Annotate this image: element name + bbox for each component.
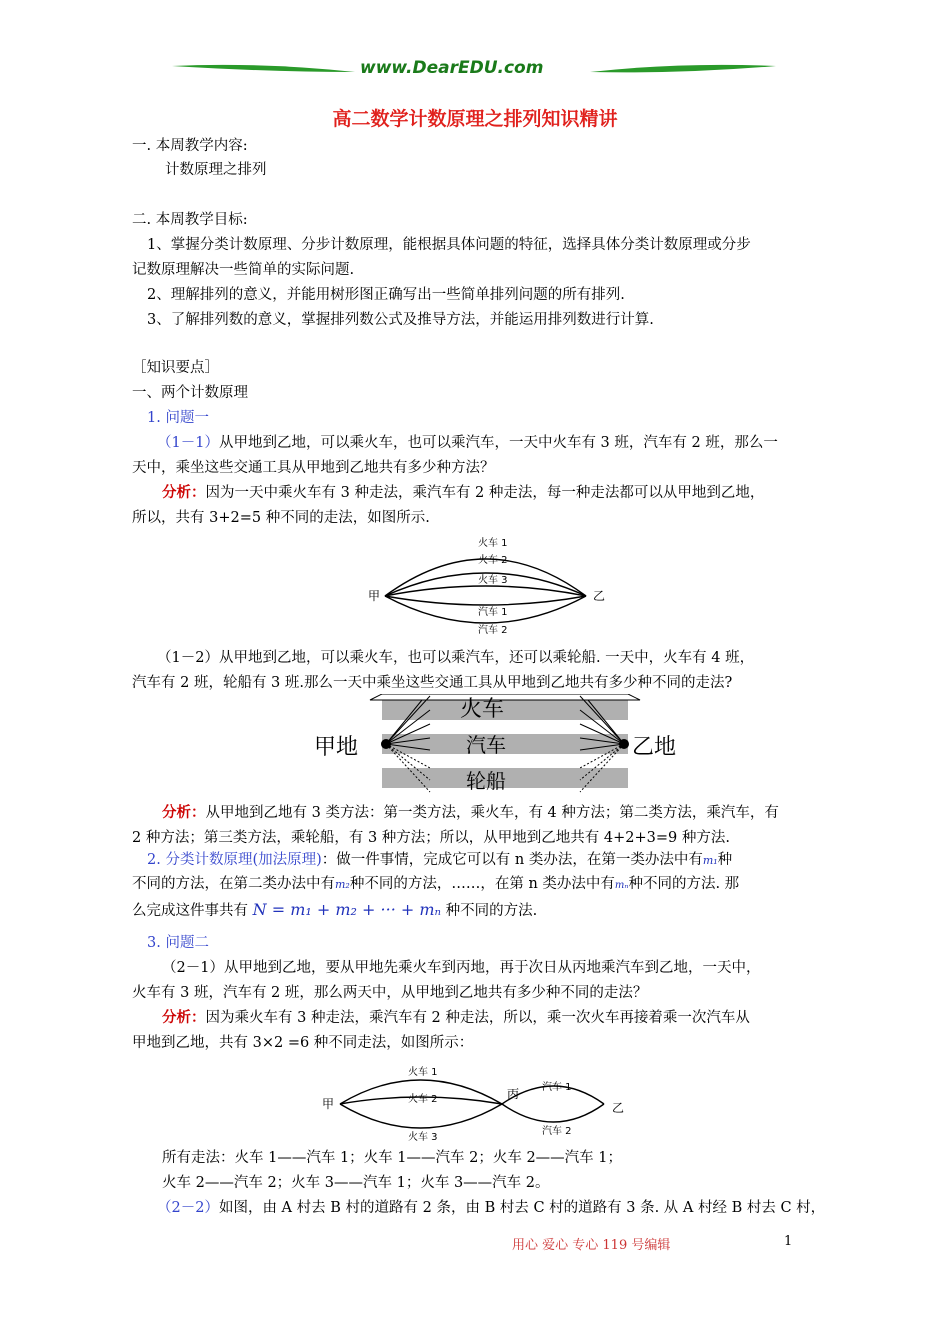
fig1-end: 乙 xyxy=(593,589,606,603)
footer-note: 用心 爱心 专心 119 号编辑 xyxy=(512,1238,671,1253)
a21-line-2: 甲地到乙地，共有 3×2 =6 种不同走法，如图所示： xyxy=(132,1035,474,1051)
a11-text: 因为一天中乘火车有 3 种走法，乘汽车有 2 种走法，每一种走法都可以从甲地到乙地， xyxy=(205,485,765,501)
a11-line-1 xyxy=(162,483,764,503)
ways-line-1: 所有走法：火车 1——汽车 1；火车 1——汽车 2；火车 2——汽车 1； xyxy=(162,1150,623,1166)
figure-2-bands xyxy=(310,694,690,798)
q21-line-2: 火车有 3 班，汽车有 2 班，那么两天中，从甲地到乙地共有多少种不同的走法？ xyxy=(132,985,648,1001)
fig2-band-bus-label: 汽车 xyxy=(466,733,506,757)
fig3-label-bus2: 汽车 2 xyxy=(542,1126,572,1137)
problem-2-label: 3. 问题二 xyxy=(147,935,209,951)
a11-line-2: 所以，共有 3+2=5 种不同的走法，如图所示. xyxy=(132,510,430,526)
fig1-start: 甲 xyxy=(368,589,381,603)
fig3-bus-2 xyxy=(502,1104,604,1122)
right-green-swoosh xyxy=(590,65,776,73)
a21-line-1: 分析：因为乘火车有 3 种走法，乘汽车有 2 种走法，所以，乘一次火车再接着乘一次汽车从 xyxy=(162,1009,750,1026)
goal-3: 3、了解排列数的意义，掌握排列数公式及推导方法，并能运用排列数进行计算. xyxy=(147,312,654,328)
fig1-route-4 xyxy=(385,596,586,605)
fig2-end: 乙地 xyxy=(632,735,677,760)
fig1-label-train3: 火车 3 xyxy=(478,575,508,586)
addition-formula: N = m₁ + m₂ + ··· + mₙ xyxy=(252,900,442,919)
principle-2-line-3: 么完成这件事共有 N = m₁ + m₂ + ··· + mₙ 种不同的方法. xyxy=(132,900,538,919)
fig2-band-ship-label: 轮船 xyxy=(466,769,506,793)
fig1-label-train1: 火车 1 xyxy=(478,538,508,549)
principle-2-label: 2. 分类计数原理(加法原理) xyxy=(147,852,322,868)
ways-line-2: 火车 2——汽车 2；火车 3——汽车 1；火车 3——汽车 2。 xyxy=(162,1175,550,1191)
analysis-label-2: 分析： xyxy=(162,804,206,821)
fig3-start: 甲 xyxy=(322,1097,335,1111)
q11-text: 从甲地到乙地，可以乘火车，也可以乘汽车，一天中火车有 3 班，汽车有 2 班，那么一 xyxy=(218,435,778,451)
q12-line-2: 汽车有 2 班，轮船有 3 班.那么一天中乘坐这些交通工具从甲地到乙地共有多少种不同的走法? xyxy=(132,675,733,691)
principle-2-line-2: 不同的方法，在第二类办法中有m₂种不同的方法，……，在第 n 类办法中有mₙ种不同的方法. 那 xyxy=(132,876,740,892)
section-1-heading: 一. 本周教学内容: xyxy=(132,138,248,154)
q22-tag: （2－2） xyxy=(157,1200,219,1216)
figure-1-routes xyxy=(360,532,620,642)
q22-line-1: （2－2）如图，由 A 村去 B 村的道路有 2 条，由 B 村去 C 村的道路有 3 条. 从 A 村经 B 村去 C 村， xyxy=(157,1200,826,1216)
section-1-content: 计数原理之排列 xyxy=(165,162,267,178)
fig3-label-train2: 火车 2 xyxy=(408,1094,438,1105)
problem-1-label: 1. 问题一 xyxy=(147,410,209,426)
fig3-mid: 丙 xyxy=(507,1087,520,1101)
principle-2-line-1: 2. 分类计数原理(加法原理)：做一件事情，完成它可以有 n 类办法，在第一类办法中有m₁种 xyxy=(147,852,733,868)
fig2-start: 甲地 xyxy=(314,735,359,760)
fig2-end-node xyxy=(619,739,629,749)
part-1-heading: 一、两个计数原理 xyxy=(132,385,248,401)
fig3-label-bus1: 汽车 1 xyxy=(542,1082,572,1093)
knowledge-heading: ［知识要点］ xyxy=(132,360,219,376)
analysis-label: 分析： xyxy=(162,484,206,501)
fig1-label-train2: 火车 2 xyxy=(478,555,508,566)
fig1-label-bus2: 汽车 2 xyxy=(478,625,508,636)
q12-line-1: （1－2）从甲地到乙地，可以乘火车，也可以乘汽车，还可以乘轮船. 一天中，火车有 4 班， xyxy=(157,650,755,666)
goal-1-line-2: 记数原理解决一些简单的实际问题. xyxy=(132,262,355,278)
goal-1-line-1: 1、掌握分类计数原理、分步计数原理，能根据具体问题的特征，选择具体分类计数原理或分步 xyxy=(147,237,751,253)
fig3-label-train3: 火车 3 xyxy=(408,1132,438,1143)
section-2-heading: 二. 本周教学目标: xyxy=(132,212,248,228)
fig1-label-bus1: 汽车 1 xyxy=(478,607,508,618)
fig1-route-3 xyxy=(385,586,586,596)
q11-line-2: 天中，乘坐这些交通工具从甲地到乙地共有多少种方法？ xyxy=(132,460,495,476)
fig3-train-3 xyxy=(340,1104,502,1128)
page-number: 1 xyxy=(784,1234,793,1249)
q11-line-1 xyxy=(157,433,778,453)
goal-2: 2、理解排列的意义，并能用树形图正确写出一些简单排列问题的所有排列. xyxy=(147,287,625,303)
figure-3-two-step xyxy=(316,1060,636,1146)
fig2-start-node xyxy=(381,739,391,749)
fig2-band-train-label: 火车 xyxy=(460,697,505,722)
site-url[interactable]: www.DearEDU.com xyxy=(360,58,544,78)
left-green-swoosh xyxy=(172,65,355,72)
fig3-label-train1: 火车 1 xyxy=(408,1067,438,1078)
fig3-end: 乙 xyxy=(612,1101,625,1115)
a12-line-2: 2 种方法；第三类方法，乘轮船，有 3 种方法；所以，从甲地到乙地共有 4+2+3=9 种方法. xyxy=(132,830,730,846)
analysis-label-3: 分析： xyxy=(162,1009,206,1026)
page-title: 高二数学计数原理之排列知识精讲 xyxy=(332,108,618,130)
q21-line-1: （2－1）从甲地到乙地，要从甲地先乘火车到丙地，再于次日从丙地乘汽车到乙地，一天中， xyxy=(162,960,761,976)
q11-tag: （1－1） xyxy=(157,435,219,451)
a12-line-1: 分析：从甲地到乙地有 3 类方法：第一类方法，乘火车，有 4 种方法；第二类方法，乘汽车，有 xyxy=(162,804,779,821)
